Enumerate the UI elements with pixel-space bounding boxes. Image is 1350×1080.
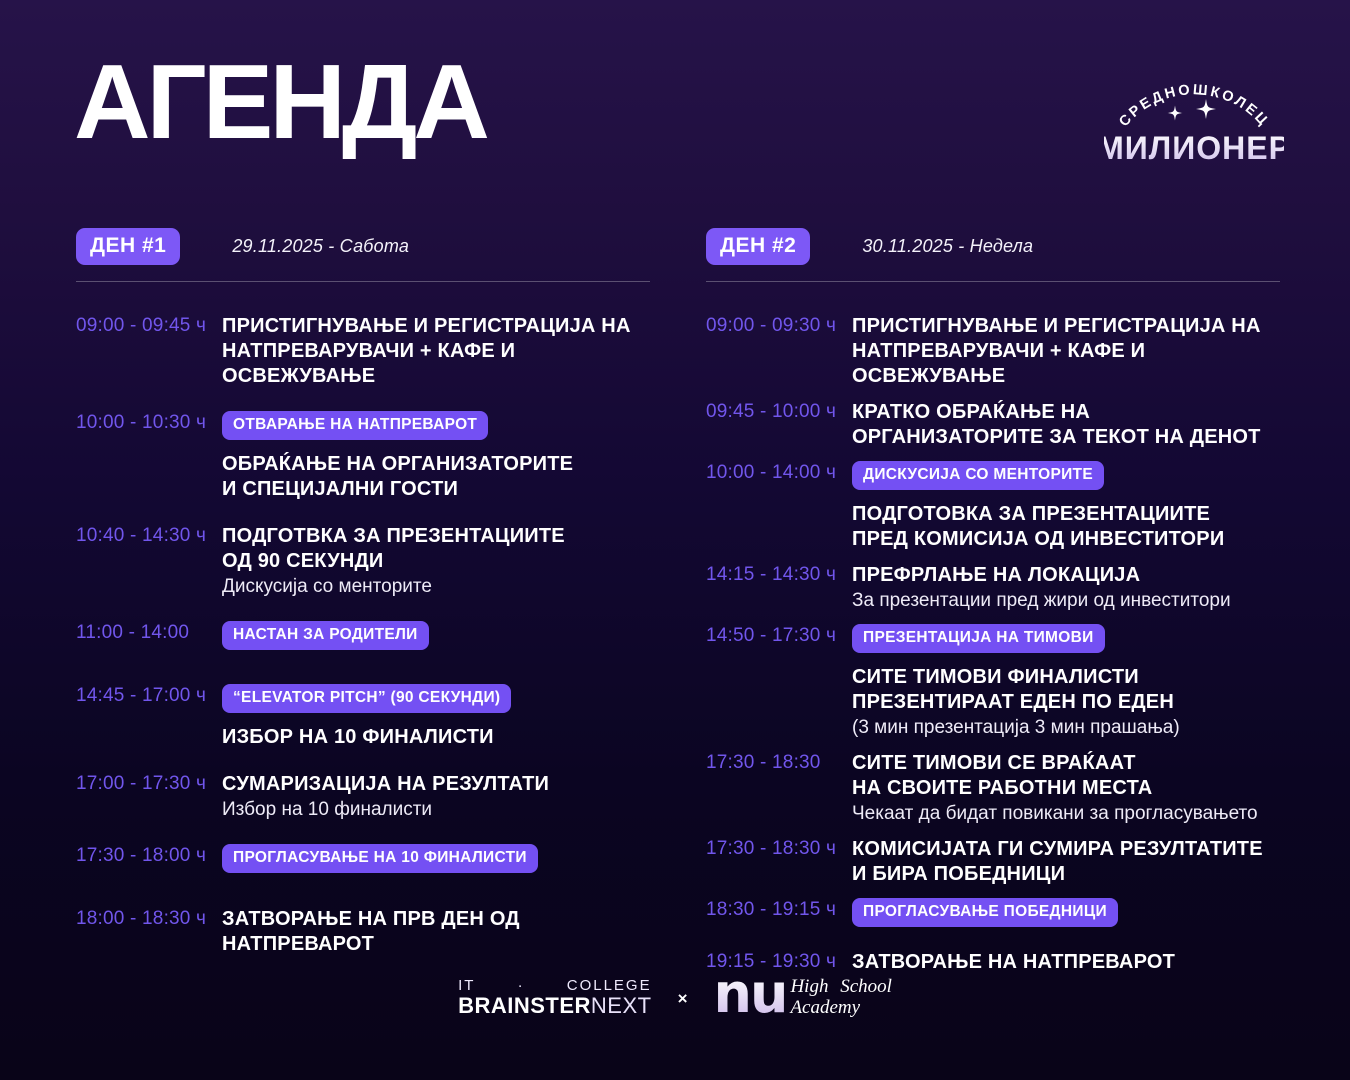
agenda-item-time: 18:30 - 19:15 ч: [706, 899, 837, 920]
agenda-item-title: [852, 665, 1280, 715]
day-divider: [706, 281, 1280, 282]
agenda-item-title: [222, 314, 650, 389]
sparkle-icon: [1168, 106, 1183, 121]
agenda-item-content: [852, 837, 1280, 887]
agenda-item-title-line: СИТЕ ТИМОВИ ФИНАЛИСТИ: [852, 666, 1139, 688]
agenda-item-time: 10:00 - 10:30 ч: [76, 412, 207, 433]
brand-arc-text-holder: [1116, 82, 1272, 130]
agenda-item-content: [222, 907, 650, 957]
agenda-item-title: [222, 907, 650, 957]
agenda-item: [76, 772, 650, 822]
sparkle-icon: [1196, 99, 1216, 119]
nu-wordmark: nu: [713, 962, 787, 1025]
agenda-item-title-line: И БИРА ПОБЕДНИЦИ: [852, 863, 1066, 885]
nu-academy-label: [790, 976, 891, 1018]
agenda-item: [706, 751, 1280, 826]
agenda-item: [706, 400, 1280, 450]
agenda-item-title-line: ИЗБОР НА 10 ФИНАЛИСТИ: [222, 726, 494, 748]
brainster-next-logo: [458, 977, 652, 1018]
agenda-item-time: 17:00 - 17:30 ч: [76, 773, 207, 794]
agenda-item-title-line: НАТПРЕВАРУВАЧИ + КАФЕ И ОСВЕЖУВАЊЕ: [852, 340, 1146, 387]
agenda-item-time: 19:15 - 19:30 ч: [706, 951, 837, 972]
agenda-item-title: [852, 314, 1280, 389]
brainster-wordmark: BRAINSTER: [458, 992, 591, 1018]
agenda-item-title-line: ПРЕФРЛАЊЕ НА ЛОКАЦИЈА: [852, 564, 1141, 586]
agenda-item-title-line: ЗАТВОРАЊЕ НА ПРВ ДЕН ОД НАТПРЕВАРОТ: [222, 908, 520, 955]
agenda-item-title: [852, 502, 1280, 552]
agenda-item: [706, 563, 1280, 613]
agenda-item-subtitle: (3 мин презентација 3 мин прашања): [852, 717, 1180, 738]
agenda-item-content: [852, 563, 1280, 613]
agenda-item-content: [222, 411, 650, 502]
agenda-item-title: [222, 725, 650, 750]
agenda-item-content: [222, 621, 650, 662]
agenda-item: [76, 684, 650, 750]
agenda-item-content: [222, 684, 650, 750]
agenda-item-time: 09:45 - 10:00 ч: [706, 401, 837, 422]
agenda-item-title-line: ПРИСТИГНУВАЊЕ И РЕГИСТРАЦИЈА НА: [852, 315, 1261, 337]
agenda-item-title: [852, 751, 1280, 801]
agenda-item: [76, 621, 650, 662]
agenda-item-time: 14:45 - 17:00 ч: [76, 685, 207, 706]
day-column: [76, 228, 650, 975]
agenda-item: [706, 314, 1280, 389]
agenda-item-time: 17:30 - 18:30 ч: [706, 838, 837, 859]
agenda-item-title-line: СИТЕ ТИМОВИ СЕ ВРАЌААТ: [852, 752, 1136, 774]
agenda-item-title: [852, 400, 1280, 450]
brand-name: МИЛИОНЕР: [1104, 130, 1284, 166]
agenda-item-tag: НАСТАН ЗА РОДИТЕЛИ: [222, 621, 429, 650]
agenda-item: [76, 844, 650, 885]
agenda-item-time: 14:50 - 17:30 ч: [706, 625, 837, 646]
agenda-item-title-line: ОРГАНИЗАТОРИТЕ ЗА ТЕКОТ НА ДЕНОТ: [852, 426, 1261, 448]
agenda-item-title-line: СУМАРИЗАЦИЈА НА РЕЗУЛТАТИ: [222, 773, 550, 795]
agenda-item: [76, 411, 650, 502]
brand-arc-text: СРЕДНОШКОЛЕЦ: [1116, 81, 1272, 131]
agenda-item-title-line: ПРЕЗЕНТИРААТ ЕДЕН ПО ЕДЕН: [852, 691, 1174, 713]
day-header: [76, 228, 650, 265]
agenda-item-time: 10:40 - 14:30 ч: [76, 525, 207, 546]
agenda-item-content: [222, 844, 650, 885]
agenda-item-time: 11:00 - 14:00: [76, 622, 190, 643]
agenda-item-time: 17:30 - 18:00 ч: [76, 845, 207, 866]
agenda-item: [76, 907, 650, 957]
agenda-item-tag: ПРЕЗЕНТАЦИЈА НА ТИМОВИ: [852, 624, 1105, 653]
agenda-item-title-line: ПОДГОТОВКА ЗА ПРЕЗЕНТАЦИИТЕ: [852, 503, 1211, 525]
next-wordmark: NEXT: [590, 992, 652, 1018]
day-badge: ДЕН #1: [76, 228, 180, 265]
brand-logo: [1104, 60, 1284, 168]
agenda-item-content: [222, 772, 650, 822]
agenda-item-content: [222, 314, 650, 389]
dot-separator: ·: [517, 976, 525, 994]
agenda-item-subtitle: Чекаат да бидат повикани за прогласувањето: [852, 803, 1258, 824]
agenda-item-title-line: ПРЕД КОМИСИЈА ОД ИНВЕСТИТОРИ: [852, 528, 1225, 550]
day-date: 29.11.2025 - Сабота: [232, 236, 410, 256]
agenda-item-content: [852, 461, 1280, 552]
agenda-item: [706, 898, 1280, 939]
agenda-item-title: [852, 563, 1280, 588]
nu-academy-line1: High School: [790, 976, 892, 997]
agenda-item-title-line: НАТПРЕВАРУВАЧИ + КАФЕ И ОСВЕЖУВАЊЕ: [222, 340, 516, 387]
brainster-next-bottom-line: [458, 994, 652, 1018]
agenda-item: [706, 461, 1280, 552]
day-column: [706, 228, 1280, 975]
agenda-item-title-line: ОД 90 СЕКУНДИ: [222, 550, 384, 572]
agenda-item-title: [222, 524, 650, 574]
agenda-item-time: 10:00 - 14:00 ч: [706, 462, 837, 483]
agenda-item-time: 09:00 - 09:45 ч: [76, 315, 207, 336]
agenda-item-title: [222, 772, 650, 797]
agenda-item-title-line: И СПЕЦИЈАЛНИ ГОСТИ: [222, 478, 459, 500]
day-rows: [76, 314, 650, 957]
agenda-item-time: 14:15 - 14:30 ч: [706, 564, 837, 585]
agenda-item-tag: ПРОГЛАСУВАЊЕ НА 10 ФИНАЛИСТИ: [222, 844, 538, 873]
agenda-item-tag: ОТВАРАЊЕ НА НАТПРЕВАРОТ: [222, 411, 488, 440]
agenda-item: [706, 624, 1280, 740]
agenda-item-title-line: ПРИСТИГНУВАЊЕ И РЕГИСТРАЦИЈА НА: [222, 315, 631, 337]
brainster-next-top-line: [458, 977, 652, 994]
agenda-item-content: [852, 898, 1280, 939]
agenda-item-title-line: КРАТКО ОБРАЌАЊЕ НА: [852, 401, 1091, 423]
agenda-item-title-line: НА СВОИТЕ РАБОТНИ МЕСТА: [852, 777, 1153, 799]
agenda-item-subtitle: За презентации пред жири од инвеститори: [852, 590, 1231, 611]
agenda-item-subtitle: Дискусија со менторите: [222, 576, 432, 597]
agenda-item: [706, 837, 1280, 887]
agenda-item-title-line: ПОДГОТВКА ЗА ПРЕЗЕНТАЦИИТЕ: [222, 525, 565, 547]
x-separator-icon: ×: [677, 989, 688, 1008]
agenda-item-tag: ПРОГЛАСУВАЊЕ ПОБЕДНИЦИ: [852, 898, 1118, 927]
brainster-next-college: COLLEGE: [566, 976, 652, 994]
agenda-item-title-line: ОБРАЌАЊЕ НА ОРГАНИЗАТОРИТЕ: [222, 453, 574, 475]
agenda-item-tag: “ELEVATOR PITCH” (90 СЕКУНДИ): [222, 684, 511, 713]
agenda-item-time: 09:00 - 09:30 ч: [706, 315, 837, 336]
agenda-item: [76, 524, 650, 599]
agenda-item-time: 17:30 - 18:30: [706, 752, 821, 773]
day-header: [706, 228, 1280, 265]
agenda-item-title: [852, 837, 1280, 887]
nu-academy-logo: [713, 962, 892, 1025]
agenda-item-title-line: ЗАТВОРАЊЕ НА НАТПРЕВАРОТ: [852, 951, 1176, 973]
agenda-item-content: [852, 314, 1280, 389]
agenda-item-content: [852, 400, 1280, 450]
day-date: 30.11.2025 - Недела: [862, 236, 1034, 256]
nu-academy-line2: Academy: [790, 997, 861, 1018]
agenda-item-content: [852, 751, 1280, 826]
agenda-item-title-line: КОМИСИЈАТА ГИ СУМИРА РЕЗУЛТАТИТЕ: [852, 838, 1263, 860]
agenda-item-content: [222, 524, 650, 599]
agenda-item-content: [852, 624, 1280, 740]
agenda-item: [76, 314, 650, 389]
agenda-item-time: 18:00 - 18:30 ч: [76, 908, 207, 929]
agenda-item-subtitle: Избор на 10 финалисти: [222, 799, 433, 820]
agenda-item-tag: ДИСКУСИЈА СО МЕНТОРИТЕ: [852, 461, 1104, 490]
day-badge: ДЕН #2: [706, 228, 810, 265]
agenda-columns: [76, 228, 1280, 975]
brand-logo-graphic: [1104, 60, 1284, 168]
day-rows: [706, 314, 1280, 975]
agenda-item-title: [222, 452, 650, 502]
day-divider: [76, 281, 650, 282]
page-title: АГЕНДА: [74, 43, 486, 161]
brainster-next-it: IT: [458, 976, 476, 994]
